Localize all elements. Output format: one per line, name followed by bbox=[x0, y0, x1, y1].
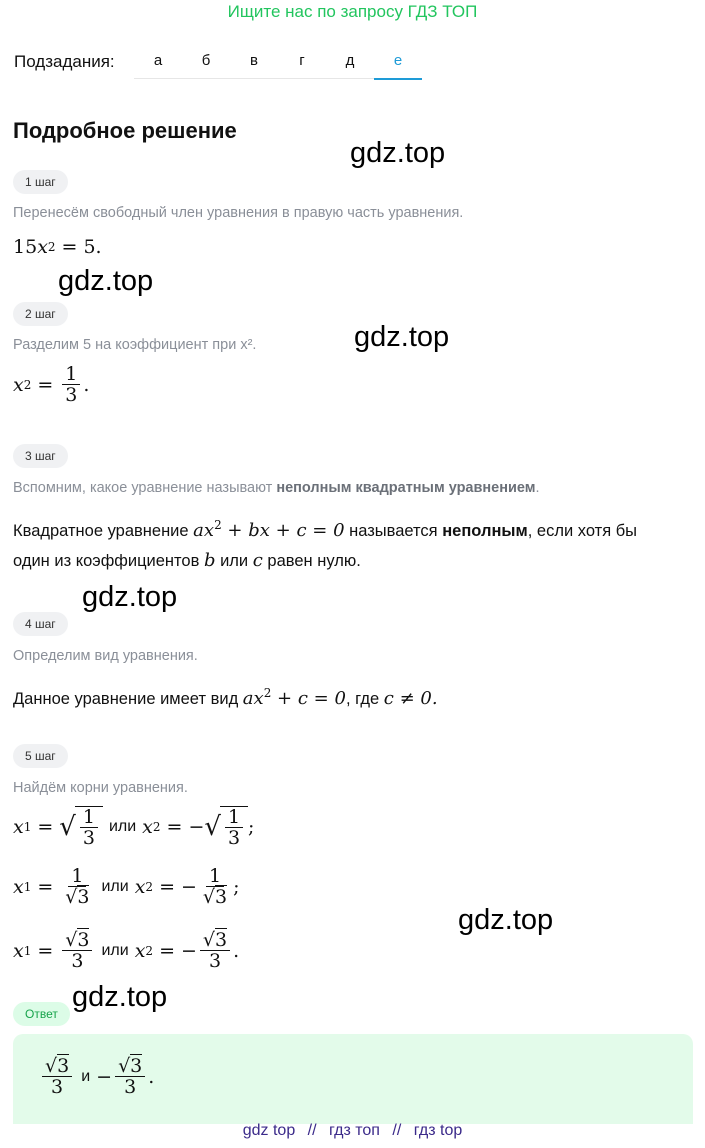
step-hint: Разделим 5 на коэффициент при x². bbox=[13, 337, 257, 353]
tab-a[interactable]: а bbox=[134, 48, 182, 79]
step-badge: 2 шаг bbox=[13, 302, 68, 326]
tab-b[interactable]: б bbox=[182, 48, 230, 79]
equation: x 2 = $\frac{1}{3}$ . bbox=[13, 363, 90, 406]
watermark: gdz.top bbox=[458, 904, 554, 936]
step-badge: 1 шаг bbox=[13, 170, 68, 194]
roots-line-1: x 1 = √ $\frac{1}{3}$ или x 2 = − √ $\frac{1}{3}$ ; bbox=[13, 806, 255, 849]
subtasks-label: Подзадания: bbox=[14, 52, 115, 71]
definition-line-1: Квадратное уравнение $ax^2$ + bx + c = 0 называется неполным, если хотя бы bbox=[13, 518, 638, 541]
tab-e[interactable]: е bbox=[374, 48, 422, 80]
step-hint: Вспомним, какое уравнение называют неполным квадратным уравнением. bbox=[13, 480, 540, 496]
step-hint: Найдём корни уравнения. bbox=[13, 780, 188, 796]
solution-title: Подробное решение bbox=[13, 118, 237, 143]
definition-line-2: один из коэффициентов b или c равен нулю. bbox=[13, 550, 361, 571]
watermark: gdz.top bbox=[82, 581, 178, 613]
search-banner: Ищите нас по запросу ГДЗ ТОП bbox=[227, 2, 478, 21]
footer-link[interactable]: гдз топ bbox=[329, 1122, 380, 1139]
roots-line-3: x 1 = $\frac{√3}{3}$ или x 2 = − $\frac{√3}{3}$ . bbox=[13, 929, 240, 972]
answer-value: $\frac{√3}{3}$ и − $\frac{√3}{3}$ . bbox=[39, 1056, 154, 1097]
step-hint: Перенесём свободный член уравнения в правую часть уравнения. bbox=[13, 205, 464, 221]
tab-g[interactable]: г bbox=[278, 48, 326, 79]
equation: 15 x 2 = 5. bbox=[13, 236, 102, 258]
step-badge: 5 шаг bbox=[13, 744, 68, 768]
watermark: gdz.top bbox=[354, 321, 450, 353]
step-badge: 4 шаг bbox=[13, 612, 68, 636]
footer-links bbox=[0, 1122, 705, 1140]
watermark: gdz.top bbox=[58, 265, 154, 297]
step-badge: 3 шаг bbox=[13, 444, 68, 468]
footer-separator: // bbox=[307, 1122, 317, 1139]
tab-v[interactable]: в bbox=[230, 48, 278, 79]
tab-d[interactable]: д bbox=[326, 48, 374, 79]
footer-separator: // bbox=[392, 1122, 402, 1139]
subtasks-bar bbox=[14, 48, 692, 82]
subtask-tabs bbox=[134, 48, 422, 80]
roots-line-2: x 1 = $\frac{1}{√3}$ или x 2 = − $\frac{1}{√3}$ ; bbox=[13, 865, 240, 908]
answer-badge: Ответ bbox=[13, 1002, 70, 1026]
footer-link[interactable]: гдз top bbox=[413, 1122, 463, 1139]
footer-link[interactable]: gdz top bbox=[242, 1122, 296, 1139]
watermark: gdz.top bbox=[72, 981, 168, 1013]
equation-type-line: Данное уравнение имеет вид $ax^2 + c = 0$, где c ≠ 0. bbox=[13, 686, 438, 709]
watermark: gdz.top bbox=[350, 137, 446, 169]
step-hint: Определим вид уравнения. bbox=[13, 648, 198, 664]
answer-box bbox=[13, 1034, 693, 1124]
